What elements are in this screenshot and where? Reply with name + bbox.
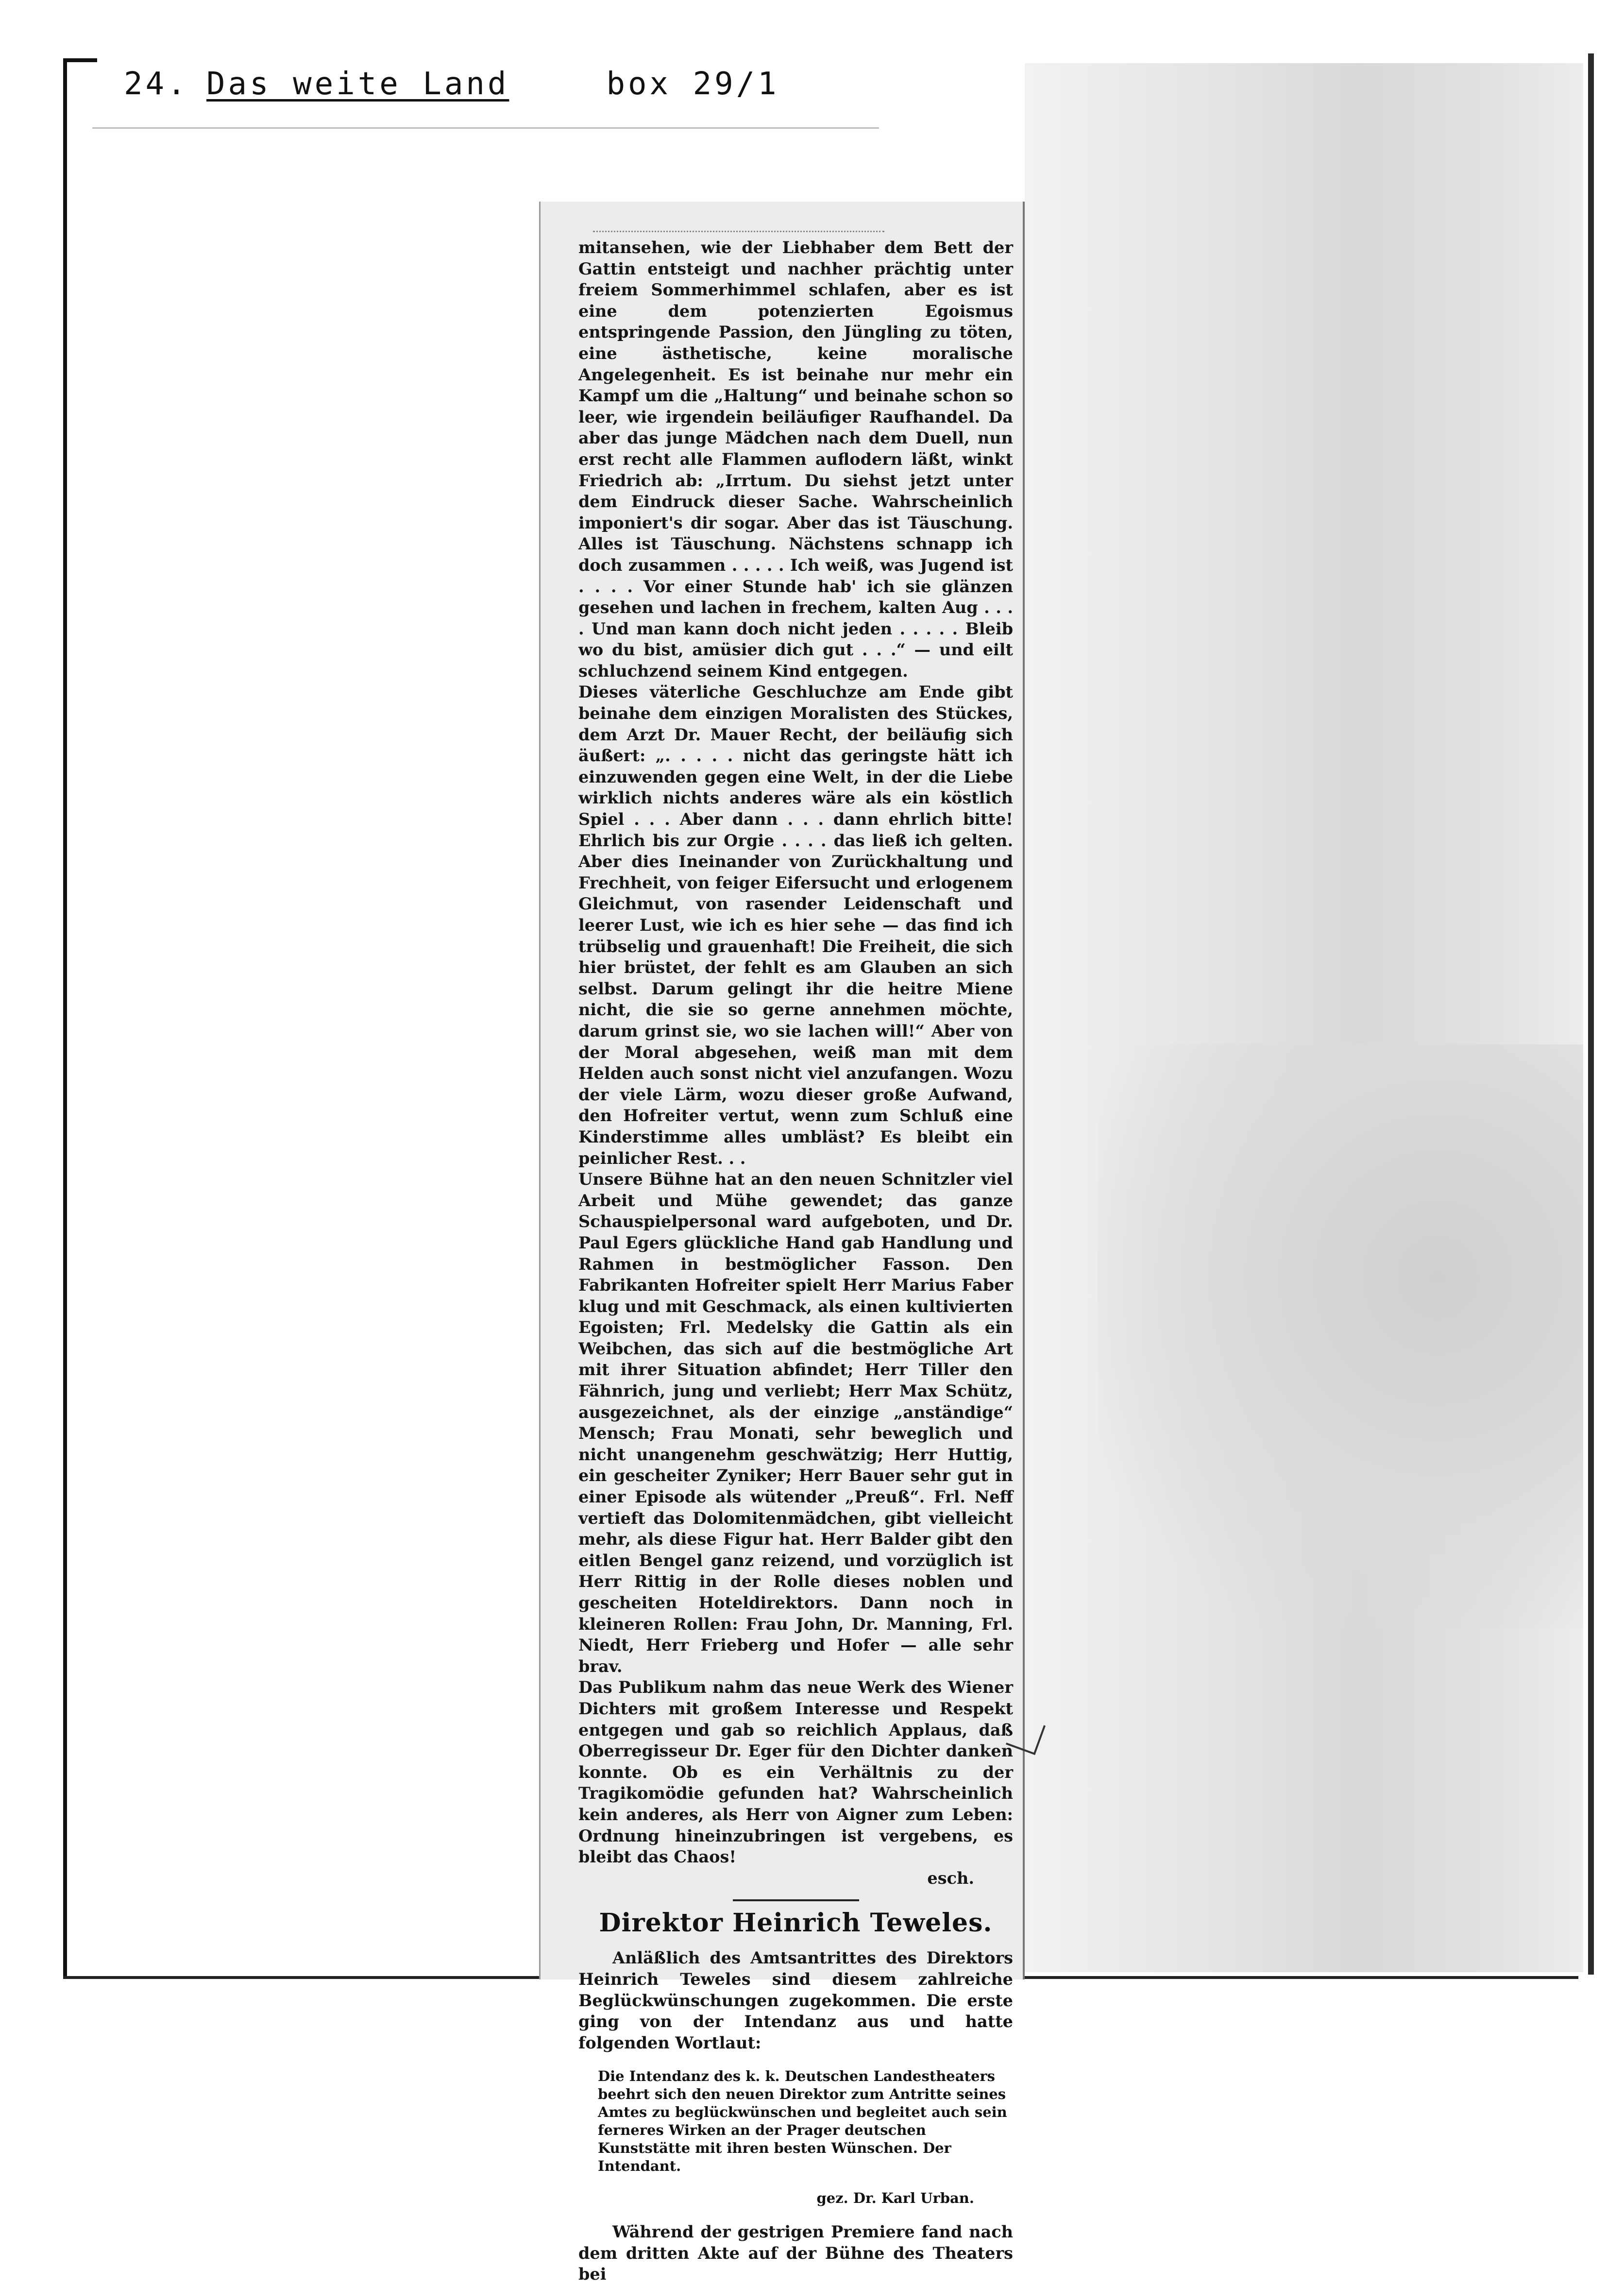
article-paragraph: mitansehen, wie der Liebhaber dem Bett der Gattin entsteigt und nachher prächtig unter freiem Sommerhimmel schlafen, aber es ist eine dem potenzierten Egoismus entspringende Passion, den Jüngling zu töten, eine ästhetische, keine moralische Angelegenheit. Es ist beinahe nur mehr ein Kampf um die „Haltung“ und beinahe schon so leer, wie irgendein beiläufiger Raufhandel. Da aber das junge Mädchen nach dem Duell, nun erst recht alle Flammen auflodern läßt, winkt Friedrich ab: „Irrtum. Du siehst jetzt unter dem Eindruck dieser Sache. Wahrscheinlich imponiert's dir sogar. Aber das ist Täuschung. Alles ist Täuschung. Nächstens schnapp ich doch zusammen . . . . . Ich weiß, was Jugend ist . . . . Vor einer Stunde hab' ich sie glänzen gesehen und lachen in frechem, kalten Aug . . . . Und man kann doch nicht jeden . . . . . Bleib wo du bist, amüsier dich gut . . .“ — und eilt schluchzend seinem Kind entgegen. xyxy=(578,238,1013,681)
folder-number: 24. xyxy=(124,66,189,102)
closing-paragraph: Während der gestrigen Premiere fand nach dem dritten Akte auf der Bühne des Theaters bei xyxy=(578,2222,1013,2284)
newspaper-clipping xyxy=(539,202,1025,2284)
article-paragraph: Unsere Bühne hat an den neuen Schnitzler viel Arbeit und Mühe gewendet; das ganze Schauspielpersonal ward aufgeboten, und Dr. Paul Egers glückliche Hand gab Handlung und Rahmen in bestmöglicher Fasson. Den Fabrikanten Hofreiter spielt Herr Marius Faber klug und mit Geschmack, als einen kultivierten Egoisten; Frl. Medelsky die Gattin als ein Weibchen, das sich auf die bestmögliche Art mit ihrer Situation abfindet; Herr Tiller den Fähnrich, jung und verliebt; Herr Max Schütz, ausgezeichnet, als der einzige „anständige“ Mensch; Frau Monati, sehr beweglich und nicht unangenehm geschwätzig; Herr Huttig, ein gescheiter Zyniker; Herr Bauer sehr gut in einer Episode als wütender „Preuß“. Frl. Neff vertieft das Dolomitenmädchen, gibt vielleicht mehr, als diese Figur hat. Herr Balder gibt den eitlen Bengel ganz reizend, und vorzüglich ist Herr Rittig in der Rolle dieses noblen und gescheiten Hoteldirektors. Dann noch in kleineren Rollen: Frau John, Dr. Manning, Frl. Niedt, Herr Frieberg und Hofer — alle sehr brav. xyxy=(578,1170,1013,1676)
folder-title: Das weite Land xyxy=(206,66,509,102)
clipping-cut-edge xyxy=(593,211,884,232)
scan-background xyxy=(1025,63,1583,1972)
article-paragraph: Dieses väterliche Geschluchze am Ende gibt beinahe dem einzigen Moralisten des Stückes, dem Arzt Dr. Mauer Recht, der beiläufig sich äußert: „. . . . . nicht das geringste hätt ich einzuwenden gegen eine Welt, in der die Liebe wirklich nichts anderes wäre als ein köstlich Spiel . . . Aber dann . . . dann ehrlich bitte! Ehrlich bis zur Orgie . . . . das ließ ich gelten. Aber dies Ineinander von Zurückhaltung und Frechheit, von feiger Eifersucht und erlogenem Gleichmut, von rasender Leidenschaft und leerer Lust, wie ich es hier sehe — das find ich trübselig und grauenhaft! Die Freiheit, die sich hier brüstet, der fehlt es am Glauben an sich selbst. Darum gelingt ihr die heitre Miene nicht, die sie so gerne annehmen möchte, darum grinst sie, wo sie lachen will!“ Aber von der Moral abgesehen, weiß man mit dem Helden auch sonst nicht viel anzufangen. Wozu der viele Lärm, wozu dieser große Aufwand, den Hofreiter vertut, wenn zum Schluß eine Kinderstimme alles umbläst? Es bleibt ein peinlicher Rest. . . xyxy=(578,682,1013,1168)
section-heading: Direktor Heinrich Teweles. xyxy=(599,1908,993,1938)
folder-header xyxy=(124,62,779,106)
section-rule xyxy=(733,1899,859,1901)
box-label: box 29/1 xyxy=(606,66,779,102)
frame-top-tick xyxy=(63,58,97,62)
frame-right-border xyxy=(1588,53,1594,1975)
teweles-paragraph: Anläßlich des Amtsantrittes des Direktors Heinrich Teweles sind diesem zahlreiche Beglückwünschungen zugekommen. Die erste ging von der Intendanz aus und hatte folgenden Wortlaut: xyxy=(578,1948,1013,2052)
article-signature: esch. xyxy=(927,1868,974,1888)
telegram-text: Die Intendanz des k. k. Deutschen Landestheaters beehrt sich den neuen Direktor zum Antritte seines Amtes zu beglückwünschen und begleitet auch sein ferneres Wirken an der Prager deutschen Kunststätte mit ihren besten Wünschen. Der Intendant. xyxy=(598,2068,1007,2175)
header-underline xyxy=(92,127,879,129)
article-paragraph: Das Publikum nahm das neue Werk des Wiener Dichters mit großem Interesse und Respekt entgegen und gab so reichlich Applaus, daß Oberregisseur Dr. Eger für den Dichter danken konnte. Ob es ein Verhältnis zu der Tragikomödie gefunden hat? Wahrscheinlich kein anderes, als Herr von Aigner zum Leben: Ordnung hineinzubringen ist vergebens, es bleibt das Chaos! xyxy=(578,1678,1013,1867)
frame-left-border xyxy=(63,58,67,1977)
scan-background-shade xyxy=(1098,1044,1583,1627)
telegram-signature: gez. Dr. Karl Urban. xyxy=(816,2190,974,2207)
